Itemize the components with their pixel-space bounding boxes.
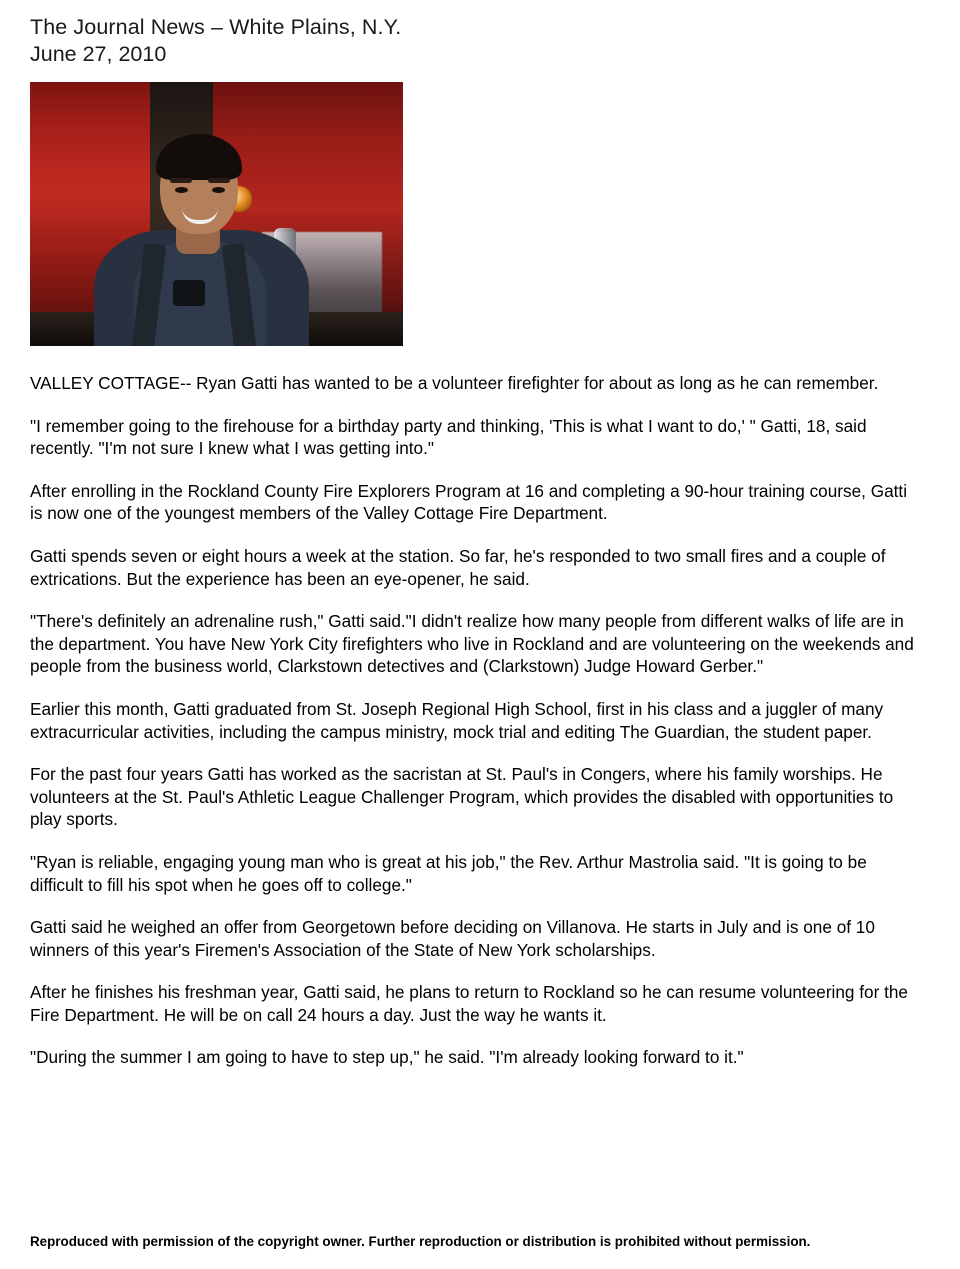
eyebrow-right — [208, 178, 230, 183]
article-paragraph: After enrolling in the Rockland County Fire Explorers Program at 16 and completing a 90-hour training course, Gatti is now one of the youngest members of the Valley Cottage Fire Department. — [30, 480, 908, 524]
article-body — [30, 372, 918, 1069]
article-paragraph: After he finishes his freshman year, Gatti said, he plans to return to Rockland so he can resume volunteering for the Fire Department. He will be on call 24 hours a day. Just the way he wants it. — [30, 982, 908, 1025]
article-photo — [30, 82, 403, 346]
publication-title: The Journal News – White Plains, N.Y. — [30, 15, 402, 39]
article-paragraph: "I remember going to the firehouse for a birthday party and thinking, 'This is what I want to do,' " Gatti, 18, said recently. "I'm not sure I knew what I was getting into." — [30, 415, 867, 459]
eye-right — [212, 187, 225, 193]
article-paragraph: Gatti said he weighed an offer from Georgetown before deciding on Villanova. He starts in July and is one of 10 winners of this year's Firemen's Association of the State of New York scholarships. — [30, 917, 875, 960]
article-paragraph: Gatti spends seven or eight hours a week at the station. So far, he's responded to two small fires and a couple of extrications. But the experience has been an eye-opener, he said. — [30, 545, 886, 589]
article-paragraph: VALLEY COTTAGE-- Ryan Gatti has wanted to be a volunteer firefighter for about as long as he can remember. — [30, 373, 879, 393]
article-paragraph: For the past four years Gatti has worked as the sacristan at St. Paul's in Congers, where his family worships. He volunteers at the St. Paul's Athletic League Challenger Program, which provides the disabled with opportunities to play sports. — [30, 764, 894, 830]
article-paragraph: "Ryan is reliable, engaging young man who is great at his job," the Rev. Arthur Mastrolia said. "It is going to be difficult to fill his spot when he goes off to college." — [30, 851, 867, 895]
suspender-buckle — [173, 280, 205, 306]
article-paragraph: Earlier this month, Gatti graduated from St. Joseph Regional High School, first in his class and a juggler of many extracurricular activities, including the campus ministry, mock trial and editing The Guardian, the student paper. — [30, 698, 884, 742]
publication-date: June 27, 2010 — [30, 42, 167, 66]
copyright-notice: Reproduced with permission of the copyright owner. Further reproduction or distribution is prohibited without permission. — [30, 1234, 811, 1249]
article-paragraph: "There's definitely an adrenaline rush," Gatti said."I didn't realize how many people from different walks of life are in the department. You have New York City firefighters who live in Rockland and are volunteering on the weekends and people from the business world, Clarkstown detectives and (Clarkstown) Judge Howard Gerber." — [30, 611, 914, 677]
eyebrow-left — [170, 178, 192, 183]
eye-left — [175, 187, 188, 193]
article-paragraph: "During the summer I am going to have to step up," he said. "I'm already looking forward to it." — [30, 1047, 744, 1068]
